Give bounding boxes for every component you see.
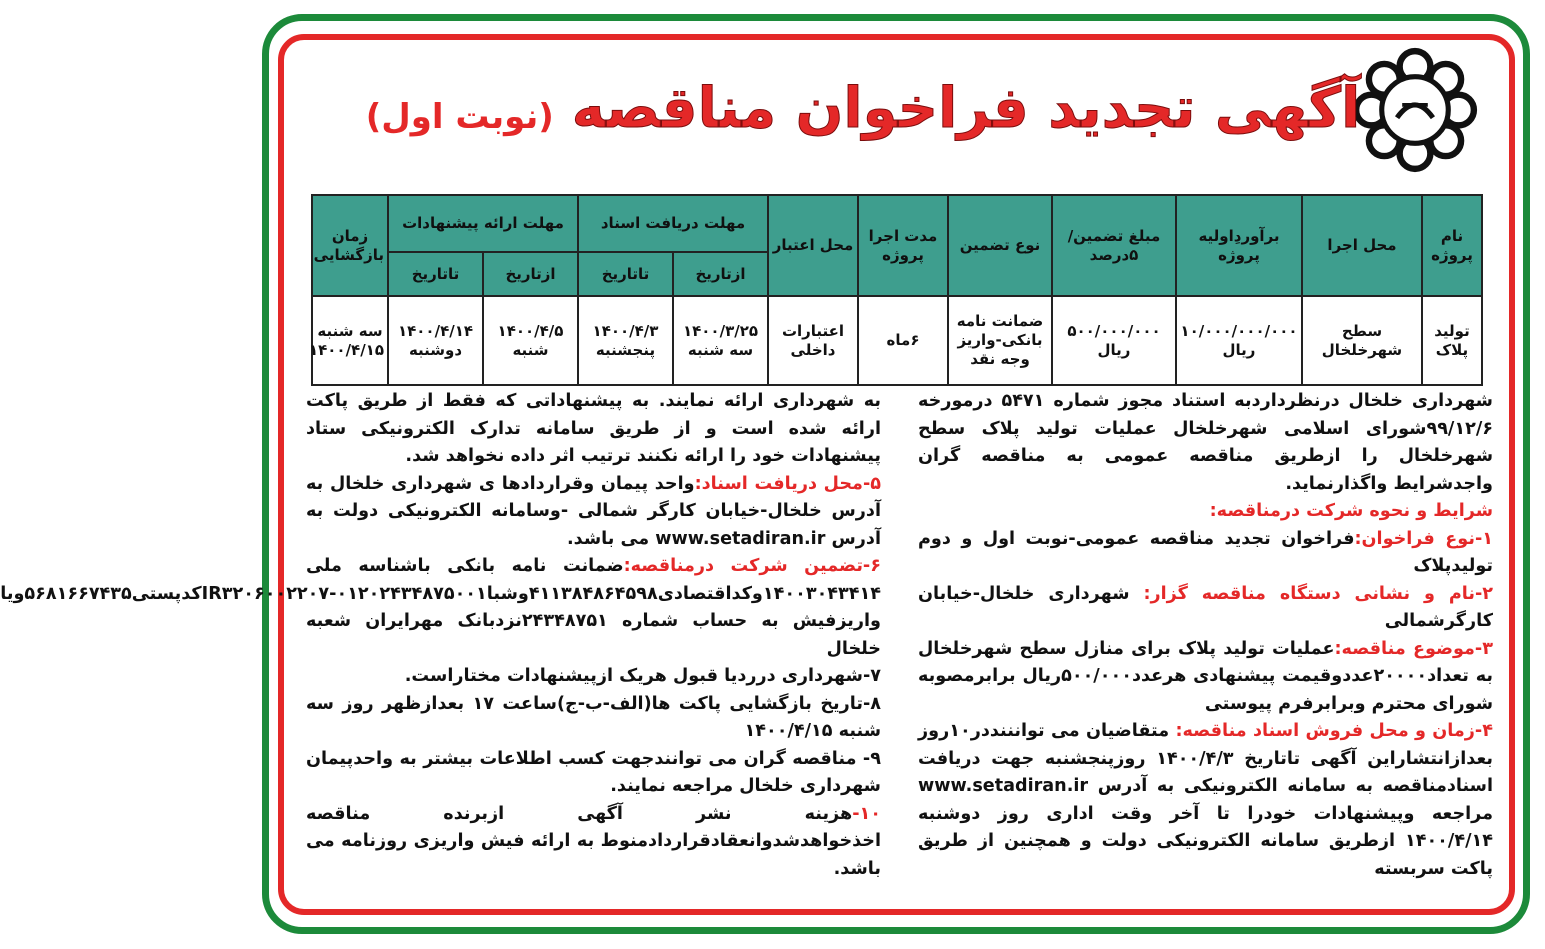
item-1-text: فراخوان تجدید مناقصه عمومی-نوبت اول و دوم تولیدپلاک — [918, 528, 1493, 576]
header-funding: محل اعتبار — [768, 195, 858, 296]
item-5 — [306, 471, 881, 554]
body-right-column — [918, 388, 1493, 888]
header-docs-deadline: مهلت دریافت اسناد — [578, 195, 768, 252]
item-4-label: ۴-زمان و محل فروش اسناد مناقصه: — [1175, 721, 1493, 741]
header-project-name: نام پروژه — [1422, 195, 1482, 296]
item-1 — [918, 526, 1493, 581]
item-4-text: متقاضیان می توانننددر۱۰روز بعدازانتشاراین آگهی تاتاریخ ۱۴۰۰/۴/۳ روزپنجشنبه جهت دریافت اسنادمناقصه به سامانه الکترونیکی به آدرس www.setadiran.ir مراجعه وپیشنهادات خودرا تا آخر وقت اداری روز دوشنبه ۱۴۰۰/۴/۱۴ ازطریق سامانه الکترونیکی دولت و همچنین از طریق پاکت سربسته — [918, 721, 1493, 879]
cell-estimate: ۱۰/۰۰۰/۰۰۰/۰۰۰ ریال — [1176, 296, 1302, 385]
item-9: ۹- مناقصه گران می توانندجهت کسب اطلاعات بیشتر به واحدپیمان شهرداری خلخال مراجعه نمایند. — [306, 748, 881, 796]
title-block — [365, 58, 1361, 158]
continuation-paragraph: به شهرداری ارائه نمایند. به پیشنهاداتی که فقط از طریق پاکت ارائه شده است و از طریق سامانه تدارک الکترونیکی ستاد پیشنهادات خود را ارائه نکنند ترتیب اثر داده نخواهد شد. — [306, 391, 881, 466]
cell-duration: ۶ماه — [858, 296, 948, 385]
body-left-column — [0, 388, 881, 888]
item-8: ۸-تاریخ بازگشایی پاکت ها(الف-ب-ج)ساعت ۱۷ بعدازظهر روز سه شنبه ۱۴۰۰/۴/۱۵ — [306, 693, 881, 741]
header-bids-to: تاتاریخ — [388, 252, 483, 296]
header-bids-deadline: مهلت ارائه پیشنهادات — [388, 195, 578, 252]
header-location: محل اجرا — [1302, 195, 1422, 296]
header-bids-from: ازتاریخ — [483, 252, 578, 296]
header-opening: زمان بازگشایی — [312, 195, 388, 296]
cell-project-name: تولید پلاک — [1422, 296, 1482, 385]
item-10-text: هزینه نشر آگهی ازبرنده مناقصه اخذخواهدشدوانعقادقراردادمنوط به ارائه فیش واریزی روزنامه می باشد. — [306, 803, 881, 879]
item-2 — [918, 581, 1493, 636]
page-title: آگهی تجدید فراخوان مناقصه — [571, 75, 1361, 141]
item-3-text: عملیات تولید پلاک برای منازل سطح شهرخلخال به تعداد۲۰۰۰۰عددوقیمت پیشنهادی هرعدد۵۰۰/۰۰۰ریال برابرمصوبه شورای محترم وبرابرفرم پیوستی — [918, 638, 1494, 714]
table-row — [312, 296, 1482, 385]
item-7: ۷-شهرداری درردیا قبول هریک ازپیشنهادات مختاراست. — [404, 666, 881, 686]
header-estimate: برآوردِاولیه پروژه — [1176, 195, 1302, 296]
item-2-label: ۲-نام و نشانی دستگاه مناقصه گزار: — [1143, 583, 1493, 604]
page-subtitle: (نوبت اول) — [365, 97, 554, 137]
item-3-label: ۳-موضوع مناقصه: — [1334, 638, 1493, 659]
header-docs-to: تاتاریخ — [578, 252, 673, 296]
item-10-label: ۱۰- — [852, 803, 881, 824]
header-guarantee-type: نوع تضمین — [948, 195, 1052, 296]
item-4 — [918, 718, 1493, 883]
item-6-text: ضمانت نامه بانکی باشناسه ملی ۱۴۰۰۳۰۴۳۴۱۴وکداقتصادی۴۱۱۳۸۴۸۶۴۵۹۸وشباIR۳۲۰۶۰۰۲۲۰۷-۰۱۲۰۲۴۳۴۸۷۵۰۰۱کدپستی۵۶۸۱۶۶۷۴۳۵ویا واریزفیش به حساب شماره ۲۴۳۴۸۷۵۱نزدبانک مهرایران شعبه خلخال — [0, 556, 881, 659]
item-5-label: ۵-محل دریافت اسناد: — [694, 473, 881, 494]
item-1-label: ۱-نوع فراخوان: — [1354, 528, 1493, 549]
item-3 — [918, 636, 1493, 719]
cell-docs-to: ۱۴۰۰/۴/۳ پنجشنبه — [578, 296, 673, 385]
cell-funding: اعتبارات داخلی — [768, 296, 858, 385]
intro-paragraph: شهرداری خلخال درنظرداردبه استناد مجوز شماره ۵۴۷۱ درمورخه ۹۹/۱۲/۶شورای اسلامی شهرخلخال عملیات تولید پلاک سطح شهرخلخال را ازطریق مناقصه عمومی به مناقصه گران واجدشرایط واگذارنماید. — [918, 391, 1493, 494]
cell-guarantee-type: ضمانت نامه بانکی-واریز وجه نقد — [948, 296, 1052, 385]
municipality-logo-icon — [1351, 46, 1479, 174]
item-2-text: شهرداری خلخال-خیابان کارگرشمالی — [918, 583, 1493, 631]
tender-table — [308, 194, 1483, 386]
cell-bids-to: ۱۴۰۰/۴/۱۴ دوشنبه — [388, 296, 483, 385]
header-guarantee-amount: مبلغ تضمین/۵درصد — [1052, 195, 1176, 296]
item-6-label: ۶-تضمین شرکت درمناقصه: — [623, 556, 881, 576]
cell-guarantee-amount: ۵۰۰/۰۰۰/۰۰۰ ریال — [1052, 296, 1176, 385]
cell-opening: سه شنبه ۱۴۰۰/۴/۱۵ — [312, 296, 388, 385]
header-docs-from: ازتاریخ — [673, 252, 768, 296]
item-6 — [0, 553, 881, 663]
header-duration: مدت اجرا پروژه — [858, 195, 948, 296]
cell-docs-from: ۱۴۰۰/۳/۲۵ سه شنبه — [673, 296, 768, 385]
item-10 — [306, 801, 881, 884]
cell-bids-from: ۱۴۰۰/۴/۵ شنبه — [483, 296, 578, 385]
conditions-heading: شرایط و نحوه شرکت درمناقصه: — [1209, 501, 1493, 521]
cell-location: سطح شهرخلخال — [1302, 296, 1422, 385]
item-5-text: واحد پیمان وقراردادها ی شهرداری خلخال به آدرس خلخال-خیابان کارگر شمالی -وسامانه الکترونیکی دولت به آدرس www.setadiran.ir می باشد. — [306, 473, 881, 549]
